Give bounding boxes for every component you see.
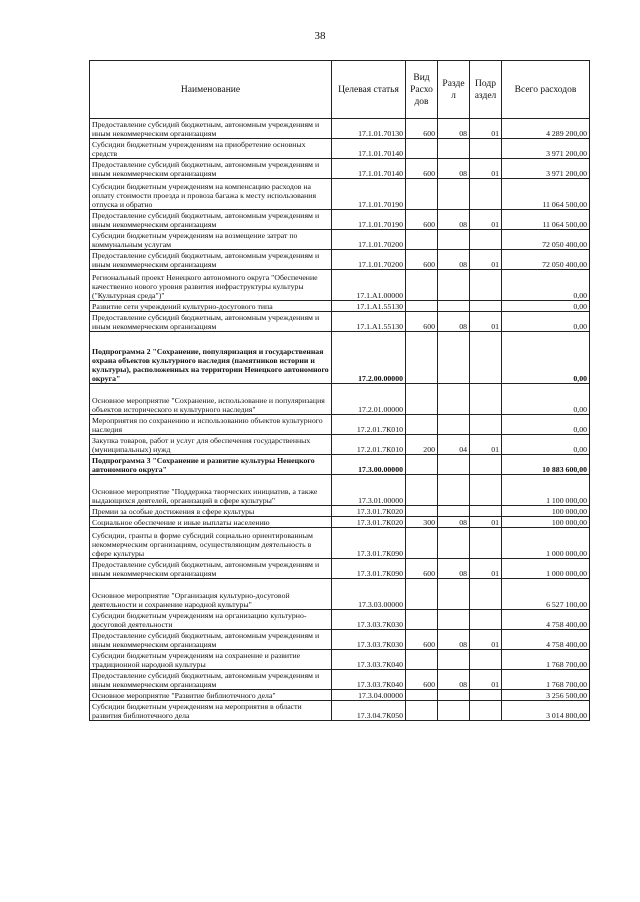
row-section (438, 528, 470, 559)
row-name: Подпрограмма 3 "Сохранение и развитие культуры Ненецкого автономного округа" (90, 455, 332, 475)
row-section: 08 (438, 119, 470, 139)
row-name: Основное мероприятие "Организация культурно-досуговой деятельности и сохранение народной культуры" (90, 579, 332, 610)
row-amount: 3 014 800,00 (502, 701, 590, 721)
row-expense-type (406, 139, 438, 159)
page-number: 38 (314, 30, 326, 42)
row-section: 08 (438, 312, 470, 332)
row-section (438, 690, 470, 701)
row-name: Развитие сети учреждений культурно-досугового типа (90, 301, 332, 312)
row-subsection (470, 475, 502, 506)
row-amount: 0,00 (502, 415, 590, 435)
row-target-code: 17.1.01.70190 (332, 179, 406, 210)
row-section (438, 230, 470, 250)
table-row (90, 179, 590, 210)
table-row (90, 139, 590, 159)
row-section: 08 (438, 210, 470, 230)
row-subsection (470, 650, 502, 670)
row-expense-type: 600 (406, 630, 438, 650)
table-row (90, 270, 590, 301)
table-row (90, 506, 590, 517)
table-row (90, 701, 590, 721)
row-section (438, 475, 470, 506)
row-amount: 0,00 (502, 384, 590, 415)
row-expense-type: 200 (406, 435, 438, 455)
row-amount: 0,00 (502, 332, 590, 384)
row-name: Социальное обеспечение и иные выплаты населению (90, 517, 332, 528)
row-subsection (470, 301, 502, 312)
header-subsection: Подр аздел (470, 61, 502, 119)
table-row (90, 312, 590, 332)
row-amount: 4 289 200,00 (502, 119, 590, 139)
row-subsection (470, 270, 502, 301)
row-amount: 1 100 000,00 (502, 475, 590, 506)
row-section (438, 650, 470, 670)
row-target-code: 17.1.01.70200 (332, 230, 406, 250)
row-subsection (470, 455, 502, 475)
row-name: Предоставление субсидий бюджетным, автономным учреждениям и иным некоммерческим организациям (90, 210, 332, 230)
row-target-code: 17.1.01.70190 (332, 210, 406, 230)
table-row (90, 650, 590, 670)
row-target-code: 17.3.01.7К020 (332, 506, 406, 517)
row-expense-type: 600 (406, 670, 438, 690)
row-target-code: 17.2.00.00000 (332, 332, 406, 384)
row-expense-type: 600 (406, 159, 438, 179)
table-row (90, 455, 590, 475)
row-name: Предоставление субсидий бюджетным, автономным учреждениям и иным некоммерческим организациям (90, 159, 332, 179)
row-target-code: 17.1.01.70140 (332, 159, 406, 179)
row-target-code: 17.2.01.7К010 (332, 435, 406, 455)
row-amount: 4 758 400,00 (502, 630, 590, 650)
table-row (90, 670, 590, 690)
row-target-code: 17.3.04.7К050 (332, 701, 406, 721)
row-amount: 1 768 700,00 (502, 650, 590, 670)
row-target-code: 17.1.А1.00000 (332, 270, 406, 301)
row-name: Мероприятия по сохранению и использованию объектов культурного наследия (90, 415, 332, 435)
table-row (90, 210, 590, 230)
row-name: Закупка товаров, работ и услуг для обеспечения государственных (муниципальных) нужд (90, 435, 332, 455)
row-subsection: 01 (470, 159, 502, 179)
row-section: 08 (438, 517, 470, 528)
row-subsection (470, 579, 502, 610)
table-row (90, 415, 590, 435)
row-amount: 3 971 200,00 (502, 139, 590, 159)
row-name: Субсидии бюджетным учреждениям на возмещение затрат по коммунальным услугам (90, 230, 332, 250)
row-expense-type: 300 (406, 517, 438, 528)
row-name: Подпрограмма 2 "Сохранение, популяризация и государственная охрана объектов культурного наследия (памятников истории и культуры), расположенных на территории Ненецкого автономного округа" (90, 332, 332, 384)
row-name: Предоставление субсидий бюджетным, автономным учреждениям и иным некоммерческим организациям (90, 670, 332, 690)
row-section (438, 506, 470, 517)
row-section (438, 384, 470, 415)
row-expense-type (406, 455, 438, 475)
row-target-code: 17.3.03.7К030 (332, 610, 406, 630)
row-target-code: 17.3.01.7К090 (332, 528, 406, 559)
row-expense-type: 600 (406, 210, 438, 230)
row-subsection: 01 (470, 210, 502, 230)
row-section: 08 (438, 670, 470, 690)
row-name: Предоставление субсидий бюджетным, автономным учреждениям и иным некоммерческим организациям (90, 559, 332, 579)
row-section (438, 139, 470, 159)
row-subsection (470, 610, 502, 630)
row-target-code: 17.3.01.7К020 (332, 517, 406, 528)
row-subsection (470, 384, 502, 415)
table-row (90, 559, 590, 579)
row-subsection: 01 (470, 630, 502, 650)
header-type: Вид Расхо дов (406, 61, 438, 119)
header-total: Всего расходов (502, 61, 590, 119)
row-name: Предоставление субсидий бюджетным, автономным учреждениям и иным некоммерческим организациям (90, 119, 332, 139)
row-name: Предоставление субсидий бюджетным, автономным учреждениям и иным некоммерческим организациям (90, 630, 332, 650)
row-target-code: 17.2.01.00000 (332, 384, 406, 415)
row-amount: 72 050 400,00 (502, 250, 590, 270)
row-expense-type (406, 506, 438, 517)
row-name: Премии за особые достижения в сфере культуры (90, 506, 332, 517)
row-amount: 100 000,00 (502, 517, 590, 528)
row-name: Основное мероприятие "Сохранение, использование и популяризация объектов исторического и культурного наследия" (90, 384, 332, 415)
row-expense-type (406, 528, 438, 559)
row-expense-type (406, 579, 438, 610)
row-subsection (470, 179, 502, 210)
row-amount: 3 256 500,00 (502, 690, 590, 701)
row-subsection (470, 332, 502, 384)
row-target-code: 17.3.04.00000 (332, 690, 406, 701)
row-target-code: 17.1.А1.55130 (332, 301, 406, 312)
row-expense-type: 600 (406, 119, 438, 139)
row-subsection: 01 (470, 517, 502, 528)
header-section: Разде л (438, 61, 470, 119)
row-target-code: 17.3.01.7К090 (332, 559, 406, 579)
row-amount: 0,00 (502, 435, 590, 455)
row-expense-type (406, 270, 438, 301)
row-amount: 1 000 000,00 (502, 559, 590, 579)
table-row (90, 630, 590, 650)
row-name: Субсидии бюджетным учреждениям на приобретение основных средств (90, 139, 332, 159)
row-amount: 100 000,00 (502, 506, 590, 517)
row-expense-type (406, 475, 438, 506)
row-section: 08 (438, 159, 470, 179)
table-row (90, 475, 590, 506)
table-row (90, 517, 590, 528)
row-target-code: 17.3.03.7К040 (332, 650, 406, 670)
row-expense-type (406, 384, 438, 415)
table-row (90, 528, 590, 559)
row-name: Субсидии бюджетным учреждениям на сохранение и развитие традиционной народной культуры (90, 650, 332, 670)
header-target: Целевая статья (332, 61, 406, 119)
row-section (438, 415, 470, 435)
table-row (90, 332, 590, 384)
row-amount: 1 768 700,00 (502, 670, 590, 690)
row-expense-type (406, 332, 438, 384)
table-row (90, 610, 590, 630)
header-name: Наименование (90, 61, 332, 119)
row-target-code: 17.1.А1.55130 (332, 312, 406, 332)
row-target-code: 17.3.01.00000 (332, 475, 406, 506)
table-row (90, 230, 590, 250)
row-target-code: 17.3.00.00000 (332, 455, 406, 475)
row-name: Основное мероприятие "Развитие библиотечного дела" (90, 690, 332, 701)
row-section (438, 179, 470, 210)
row-subsection: 01 (470, 670, 502, 690)
row-expense-type (406, 610, 438, 630)
row-amount: 10 883 600,00 (502, 455, 590, 475)
row-amount: 3 971 200,00 (502, 159, 590, 179)
header-row (90, 61, 590, 119)
row-name: Предоставление субсидий бюджетным, автономным учреждениям и иным некоммерческим организациям (90, 250, 332, 270)
table-row (90, 159, 590, 179)
row-subsection (470, 230, 502, 250)
row-expense-type: 600 (406, 250, 438, 270)
row-subsection: 01 (470, 312, 502, 332)
row-amount: 11 064 500,00 (502, 210, 590, 230)
row-subsection: 01 (470, 435, 502, 455)
row-target-code: 17.3.03.00000 (332, 579, 406, 610)
row-expense-type (406, 230, 438, 250)
row-expense-type (406, 701, 438, 721)
row-amount: 11 064 500,00 (502, 179, 590, 210)
row-name: Субсидии бюджетным учреждениям на организацию культурно-досуговой деятельности (90, 610, 332, 630)
row-subsection (470, 690, 502, 701)
row-name: Субсидии, гранты в форме субсидий социально ориентированным некоммерческим организациям, осуществляющим деятельность в сфере культуры (90, 528, 332, 559)
row-subsection (470, 701, 502, 721)
row-section (438, 332, 470, 384)
row-subsection (470, 139, 502, 159)
row-target-code: 17.1.01.70140 (332, 139, 406, 159)
row-target-code: 17.3.03.7К040 (332, 670, 406, 690)
row-section (438, 301, 470, 312)
row-name: Предоставление субсидий бюджетным, автономным учреждениям и иным некоммерческим организациям (90, 312, 332, 332)
row-subsection: 01 (470, 250, 502, 270)
row-name: Основное мероприятие "Поддержка творческих инициатив, а также выдающихся деятелей, организаций в сфере культуры" (90, 475, 332, 506)
row-name: Региональный проект Ненецкого автономного округа "Обеспечение качественно нового уровня развития инфраструктуры культуры ("Культурная среда")" (90, 270, 332, 301)
row-section: 08 (438, 630, 470, 650)
row-amount: 0,00 (502, 301, 590, 312)
row-amount: 0,00 (502, 312, 590, 332)
row-name: Субсидии бюджетным учреждениям на компенсацию расходов на оплату стоимости проезда и провоза багажа к месту использования отпуска и обратно (90, 179, 332, 210)
row-target-code: 17.2.01.7К010 (332, 415, 406, 435)
row-target-code: 17.1.01.70130 (332, 119, 406, 139)
row-amount: 1 000 000,00 (502, 528, 590, 559)
table-row (90, 250, 590, 270)
table-row (90, 579, 590, 610)
row-amount: 6 527 100,00 (502, 579, 590, 610)
row-subsection: 01 (470, 119, 502, 139)
row-amount: 4 758 400,00 (502, 610, 590, 630)
row-section (438, 579, 470, 610)
row-expense-type (406, 301, 438, 312)
budget-table (89, 60, 590, 721)
row-expense-type: 600 (406, 312, 438, 332)
row-section (438, 701, 470, 721)
table-row (90, 301, 590, 312)
row-target-code: 17.3.03.7К030 (332, 630, 406, 650)
row-subsection (470, 506, 502, 517)
row-section (438, 455, 470, 475)
row-subsection (470, 528, 502, 559)
row-expense-type (406, 690, 438, 701)
row-section: 08 (438, 250, 470, 270)
table-row (90, 435, 590, 455)
table-row (90, 384, 590, 415)
row-expense-type (406, 415, 438, 435)
row-section (438, 270, 470, 301)
row-expense-type (406, 650, 438, 670)
row-expense-type (406, 179, 438, 210)
row-subsection (470, 415, 502, 435)
row-section (438, 610, 470, 630)
row-section: 08 (438, 559, 470, 579)
row-section: 04 (438, 435, 470, 455)
row-amount: 0,00 (502, 270, 590, 301)
table-row (90, 690, 590, 701)
row-expense-type: 600 (406, 559, 438, 579)
row-subsection: 01 (470, 559, 502, 579)
table-row (90, 119, 590, 139)
row-target-code: 17.1.01.70200 (332, 250, 406, 270)
row-amount: 72 050 400,00 (502, 230, 590, 250)
row-name: Субсидии бюджетным учреждениям на мероприятия в области развития библиотечного дела (90, 701, 332, 721)
